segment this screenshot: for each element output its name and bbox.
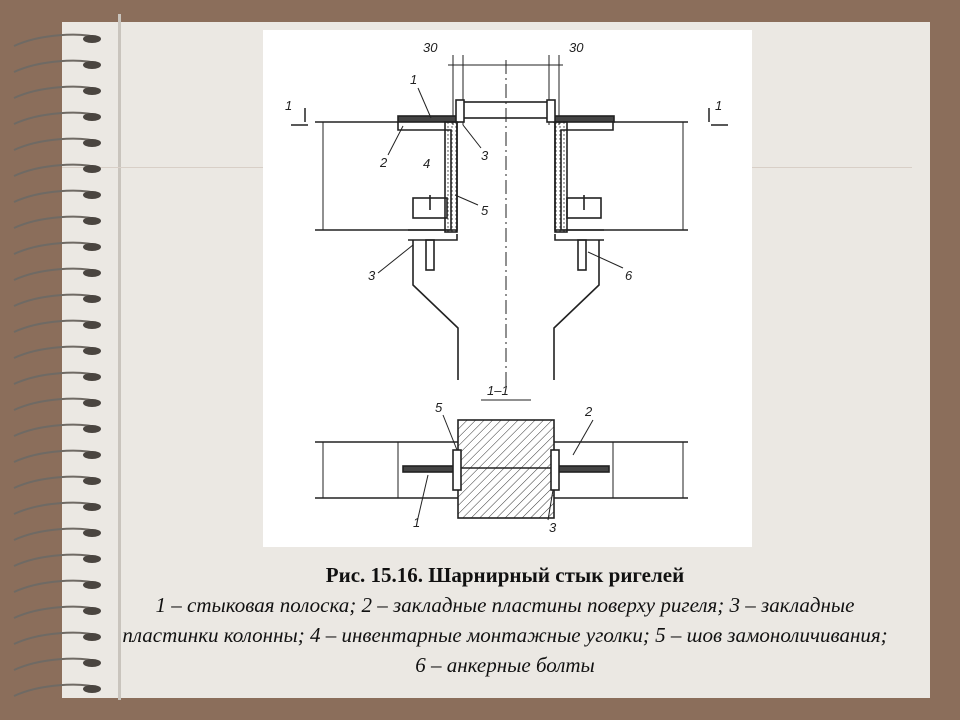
- spiral-hole: [83, 555, 101, 563]
- label-part-3-left: 3: [368, 268, 376, 283]
- label-part-6: 6: [625, 268, 633, 283]
- section-title: 1–1: [487, 383, 509, 398]
- spiral-binding: [0, 0, 120, 720]
- spiral-hole: [83, 633, 101, 641]
- dim-label-right: 30: [569, 40, 584, 55]
- spiral-hole: [83, 503, 101, 511]
- spiral-hole: [83, 451, 101, 459]
- caption-title: Рис. 15.16. Шарнирный стык ригелей: [325, 563, 685, 587]
- spiral-hole: [83, 581, 101, 589]
- spiral-hole: [83, 87, 101, 95]
- spiral-hole: [83, 113, 101, 121]
- spiral-hole: [83, 321, 101, 329]
- label-part-1-bottom: 1: [413, 515, 421, 530]
- label-part-1-top: 1: [410, 72, 418, 87]
- spiral-hole: [83, 139, 101, 147]
- spiral-hole: [83, 425, 101, 433]
- spiral-hole: [83, 347, 101, 355]
- spiral-hole: [83, 477, 101, 485]
- joint-drawing-svg: [263, 30, 752, 547]
- spiral-hole: [83, 295, 101, 303]
- label-part-3-top: 3: [481, 148, 489, 163]
- caption-legend: 1 – стыковая полоска; 2 – закладные пластины поверху ригеля; 3 – закладные пластинки колонны; 4 – инвентарные монтажные уголки; 5 – шов замоноличивания; 6 – анкерные болты: [122, 593, 888, 677]
- dim-label-left: 30: [423, 40, 438, 55]
- figure-caption: [120, 560, 890, 680]
- section-mark-left: 1: [285, 98, 293, 113]
- spiral-hole: [83, 243, 101, 251]
- spiral-hole: [83, 607, 101, 615]
- label-part-2-top: 2: [380, 155, 388, 170]
- label-part-2-bottom: 2: [585, 404, 593, 419]
- spiral-hole: [83, 685, 101, 693]
- spiral-hole: [83, 269, 101, 277]
- spiral-hole: [83, 399, 101, 407]
- technical-drawing: [263, 30, 752, 547]
- spiral-hole: [83, 217, 101, 225]
- spiral-hole: [83, 61, 101, 69]
- spiral-hole: [83, 35, 101, 43]
- label-part-4: 4: [423, 156, 431, 171]
- section-mark-right: 1: [715, 98, 723, 113]
- spiral-hole: [83, 191, 101, 199]
- label-part-5-top: 5: [481, 203, 489, 218]
- label-part-3-bottom: 3: [549, 520, 557, 535]
- label-part-5-bottom: 5: [435, 400, 443, 415]
- spiral-hole: [83, 529, 101, 537]
- spiral-hole: [83, 373, 101, 381]
- spiral-hole: [83, 165, 101, 173]
- spiral-hole: [83, 659, 101, 667]
